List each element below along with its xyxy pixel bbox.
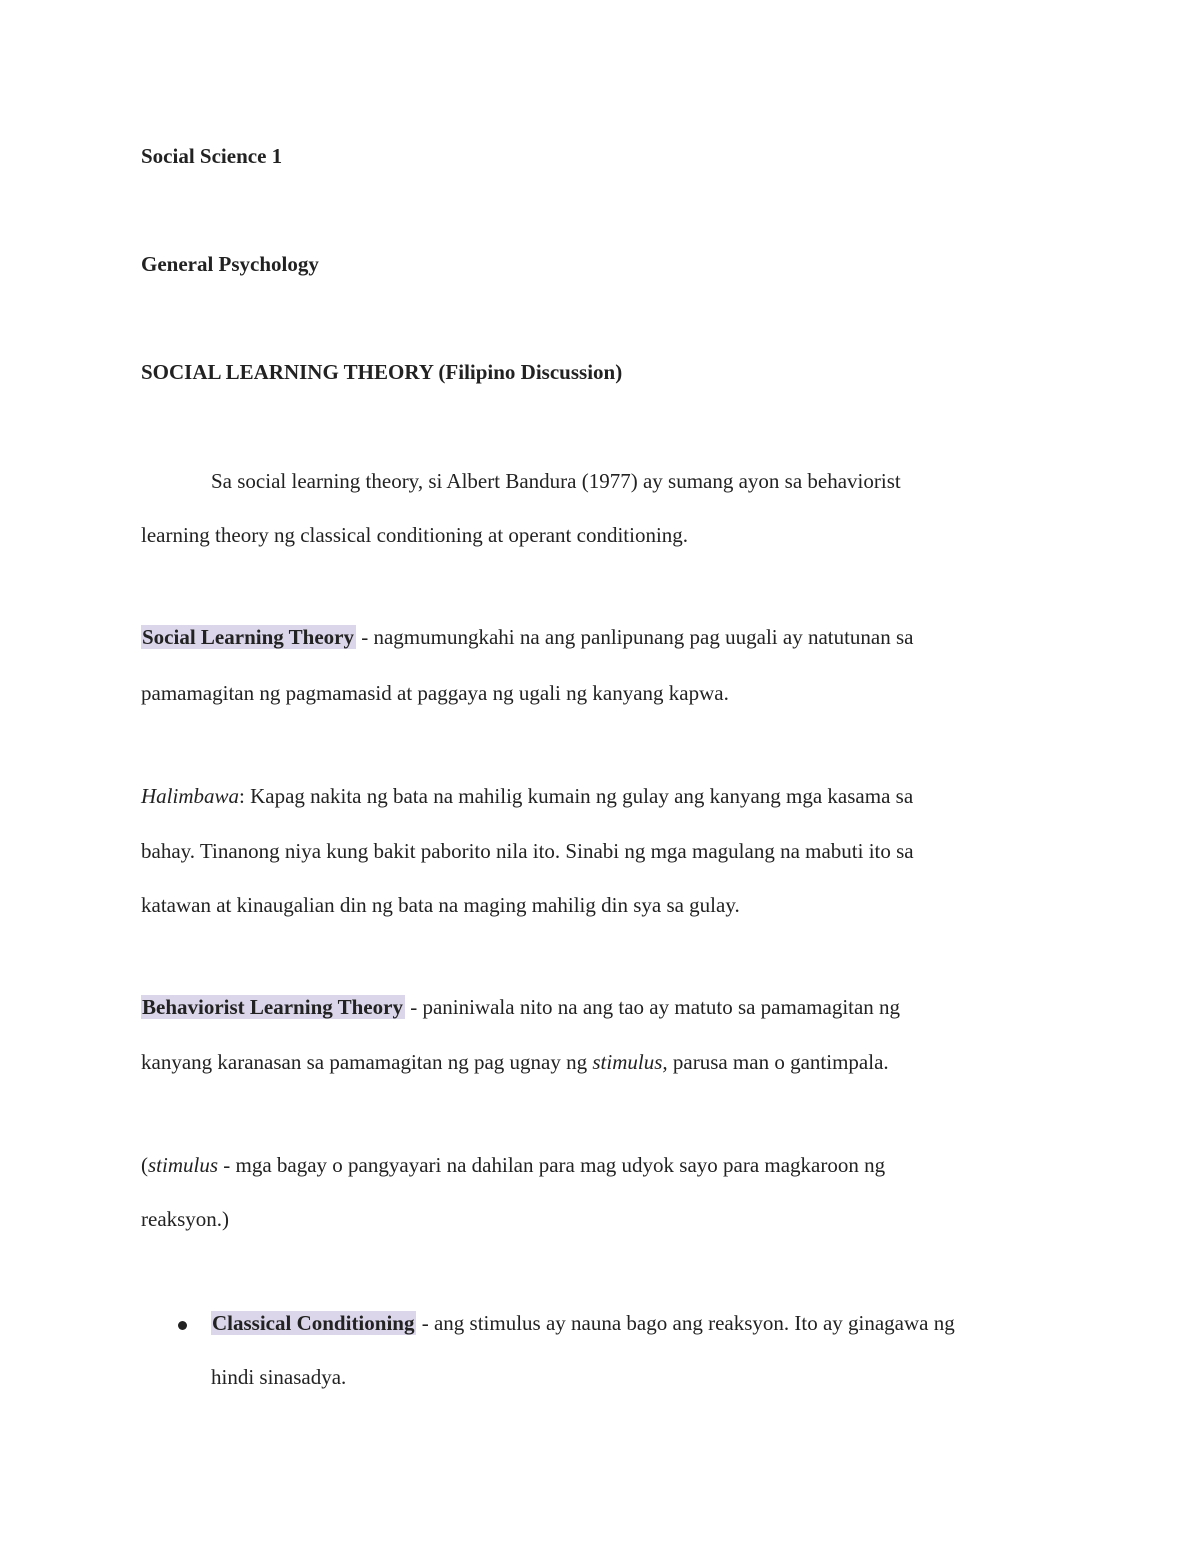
stimulus-term: stimulus [148, 1153, 219, 1177]
slt-paragraph-line-2: pamamagitan ng pagmamasid at paggaya ng ugali ng kanyang kapwa. [141, 681, 729, 705]
classical-term-highlight: Classical Conditioning [212, 1311, 415, 1335]
blt-term-highlight: Behaviorist Learning Theory [142, 995, 403, 1019]
subject-title: General Psychology [141, 252, 319, 276]
stimulus-open-paren: ( [141, 1153, 148, 1177]
slt-definition: - nagmumungkahi na ang panlipunang pag uugali ay natutunan sa [355, 625, 914, 649]
stimulus-definition: - mga bagay o pangyayari na dahilan para mag udyok sayo para magkaroon ng [218, 1153, 886, 1177]
example-label: Halimbawa [141, 784, 240, 808]
blt-paragraph-line-1 [141, 993, 900, 1021]
blt-line2-post: parusa man o gantimpala. [667, 1050, 889, 1074]
intro-line-1: Sa social learning theory, si Albert Bandura (1977) ay sumang ayon sa behaviorist [211, 469, 901, 493]
classical-line-2: hindi sinasadya. [211, 1365, 347, 1389]
bullet-dot-icon [178, 1321, 187, 1330]
slt-term-highlight: Social Learning Theory [142, 625, 354, 649]
example-text: : Kapag nakita ng bata na mahilig kumain ng gulay ang kanyang mga kasama sa [239, 784, 914, 808]
section-heading: SOCIAL LEARNING THEORY (Filipino Discussion) [141, 360, 623, 384]
course-title: Social Science 1 [141, 144, 283, 168]
stimulus-note-line-2: reaksyon.) [141, 1207, 230, 1231]
slt-paragraph-line-1 [141, 623, 914, 651]
intro-line-2: learning theory ng classical conditioning at operant conditioning. [141, 523, 689, 547]
blt-definition: - paniniwala nito na ang tao ay matuto sa pamamagitan ng [404, 995, 901, 1019]
blt-paragraph-line-2 [141, 1048, 889, 1076]
blt-stimulus-italic: stimulus, [592, 1050, 668, 1074]
classical-line-1 [211, 1309, 955, 1337]
example-line-3: katawan at kinaugalian din ng bata na maging mahilig din sya sa gulay. [141, 893, 740, 917]
example-line-2: bahay. Tinanong niya kung bakit paborito nila ito. Sinabi ng mga magulang na mabuti ito sa [141, 839, 914, 863]
stimulus-note-line-1 [141, 1151, 885, 1179]
classical-definition: - ang stimulus ay nauna bago ang reaksyon. Ito ay ginagawa ng [416, 1311, 955, 1335]
example-line-1 [141, 782, 913, 810]
blt-line2-pre: kanyang karanasan sa pamamagitan ng pag ugnay ng [141, 1050, 593, 1074]
